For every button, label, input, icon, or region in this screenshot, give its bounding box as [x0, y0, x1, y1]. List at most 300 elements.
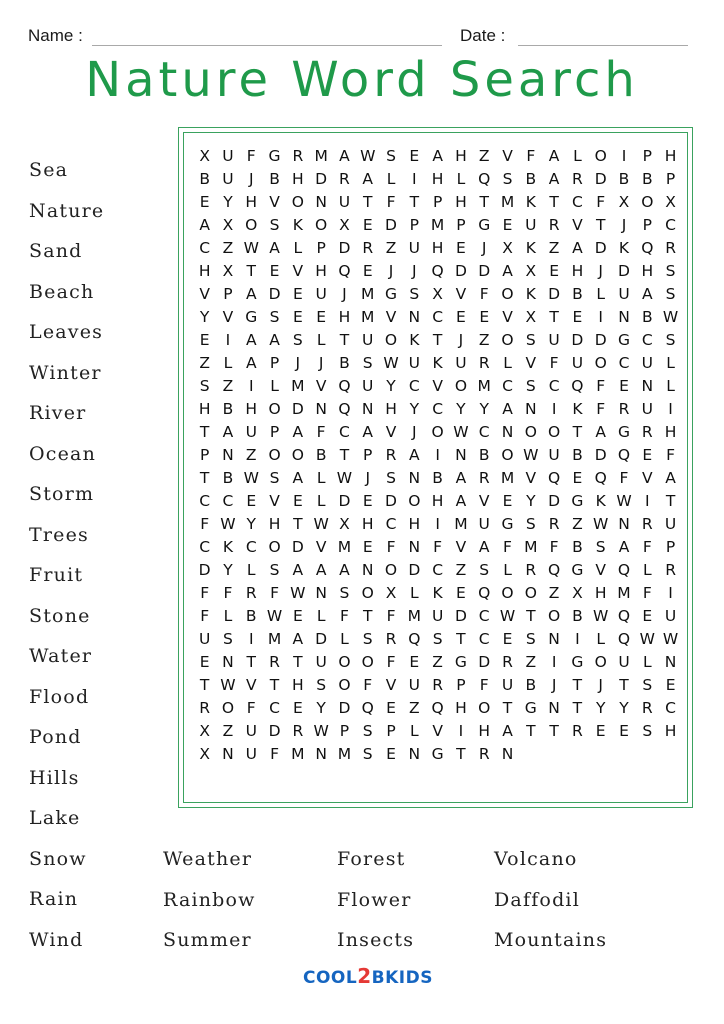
grid-letter[interactable]: A [269, 330, 280, 349]
grid-letter[interactable]: A [548, 146, 560, 165]
grid-letter[interactable]: T [456, 744, 466, 763]
grid-letter[interactable]: X [199, 744, 210, 763]
grid-letter[interactable]: H [664, 146, 677, 165]
grid-letter[interactable]: Y [456, 399, 466, 418]
grid-letter[interactable]: W [616, 491, 632, 510]
grid-letter[interactable]: O [594, 652, 607, 671]
grid-letter[interactable]: C [199, 537, 211, 556]
grid-letter[interactable]: V [502, 307, 513, 326]
grid-letter[interactable]: A [455, 491, 467, 510]
grid-letter[interactable]: Z [222, 721, 234, 740]
grid-letter[interactable]: W [266, 606, 283, 625]
grid-letter[interactable]: R [385, 629, 397, 648]
grid-letter[interactable]: V [572, 215, 583, 234]
grid-letter[interactable]: Q [338, 261, 351, 280]
grid-letter[interactable]: W [499, 606, 516, 625]
grid-letter[interactable]: T [619, 675, 629, 694]
grid-letter[interactable]: G [617, 330, 630, 349]
grid-letter[interactable]: E [386, 744, 396, 763]
grid-letter[interactable]: W [360, 146, 376, 165]
grid-letter[interactable]: I [225, 330, 231, 349]
grid-letter[interactable]: A [199, 215, 210, 234]
grid-letter[interactable]: R [525, 560, 537, 579]
grid-letter[interactable]: I [598, 307, 603, 326]
grid-letter[interactable]: W [220, 514, 236, 533]
grid-letter[interactable]: O [361, 652, 374, 671]
grid-letter[interactable]: B [572, 284, 583, 303]
grid-letter[interactable]: Q [431, 261, 444, 280]
grid-letter[interactable]: R [641, 422, 653, 441]
grid-letter[interactable]: E [269, 261, 280, 280]
grid-letter[interactable]: O [315, 215, 328, 234]
grid-letter[interactable]: A [292, 422, 304, 441]
grid-letter[interactable]: D [454, 261, 467, 280]
grid-letter[interactable]: F [479, 675, 489, 694]
grid-letter[interactable]: B [269, 169, 280, 188]
grid-letter[interactable]: I [458, 721, 464, 740]
grid-letter[interactable]: H [198, 399, 211, 418]
grid-letter[interactable]: R [502, 652, 513, 671]
grid-letter[interactable]: E [362, 491, 373, 510]
grid-letter[interactable]: N [501, 744, 514, 763]
grid-letter[interactable]: X [572, 583, 583, 602]
grid-letter[interactable]: V [478, 491, 490, 510]
grid-letter[interactable]: I [575, 629, 580, 648]
grid-letter[interactable]: E [665, 675, 676, 694]
grid-letter[interactable]: L [456, 169, 466, 188]
grid-letter[interactable]: O [478, 698, 491, 717]
grid-letter[interactable]: P [456, 675, 466, 694]
grid-letter[interactable]: X [199, 721, 210, 740]
grid-letter[interactable]: M [454, 514, 468, 533]
grid-letter[interactable]: V [525, 353, 537, 372]
grid-letter[interactable]: L [316, 330, 326, 349]
grid-letter[interactable]: V [245, 675, 257, 694]
grid-letter[interactable]: O [524, 583, 537, 602]
grid-letter[interactable]: P [316, 238, 326, 257]
grid-letter[interactable]: W [313, 721, 329, 740]
grid-letter[interactable]: A [269, 238, 280, 257]
grid-letter[interactable]: J [412, 261, 417, 280]
grid-letter[interactable]: A [409, 445, 420, 464]
grid-letter[interactable]: E [572, 307, 583, 326]
grid-letter[interactable]: T [246, 261, 256, 280]
grid-letter[interactable]: T [549, 307, 559, 326]
grid-letter[interactable]: P [269, 353, 280, 372]
grid-letter[interactable]: N [315, 583, 327, 602]
grid-letter[interactable]: F [386, 652, 396, 671]
grid-letter[interactable]: F [596, 376, 606, 395]
grid-letter[interactable]: U [501, 675, 514, 694]
grid-letter[interactable]: D [478, 261, 491, 280]
grid-letter[interactable]: I [248, 629, 254, 648]
grid-letter[interactable]: X [339, 215, 350, 234]
grid-letter[interactable]: Q [548, 468, 561, 487]
grid-letter[interactable]: S [269, 560, 280, 579]
grid-letter[interactable]: O [501, 445, 514, 464]
grid-letter[interactable]: F [549, 537, 559, 556]
grid-letter[interactable]: S [665, 330, 676, 349]
grid-letter[interactable]: P [363, 445, 373, 464]
grid-letter[interactable]: E [642, 606, 653, 625]
grid-letter[interactable]: C [548, 376, 560, 395]
grid-letter[interactable]: O [268, 399, 281, 418]
grid-letter[interactable]: D [618, 261, 630, 280]
grid-letter[interactable]: N [548, 698, 560, 717]
grid-letter[interactable]: N [315, 192, 327, 211]
grid-letter[interactable]: X [222, 261, 234, 280]
grid-letter[interactable]: P [269, 422, 280, 441]
grid-letter[interactable]: Z [548, 238, 560, 257]
grid-letter[interactable]: G [617, 422, 630, 441]
grid-letter[interactable]: T [526, 606, 536, 625]
grid-letter[interactable]: I [621, 146, 627, 165]
grid-letter[interactable]: R [245, 583, 257, 602]
grid-letter[interactable]: S [409, 284, 420, 303]
grid-letter[interactable]: E [362, 537, 373, 556]
grid-letter[interactable]: I [435, 445, 440, 464]
grid-letter[interactable]: O [431, 422, 444, 441]
grid-letter[interactable]: E [362, 215, 373, 234]
grid-letter[interactable]: O [594, 146, 607, 165]
grid-letter[interactable]: B [245, 606, 257, 625]
grid-letter[interactable]: V [385, 307, 397, 326]
grid-letter[interactable]: F [316, 422, 326, 441]
grid-letter[interactable]: S [269, 468, 280, 487]
grid-letter[interactable]: K [525, 284, 536, 303]
grid-letter[interactable]: R [548, 514, 560, 533]
grid-letter[interactable]: V [432, 376, 443, 395]
grid-letter[interactable]: D [408, 560, 421, 579]
grid-letter[interactable]: R [572, 721, 583, 740]
grid-letter[interactable]: F [619, 468, 629, 487]
grid-letter[interactable]: P [642, 146, 652, 165]
grid-letter[interactable]: R [339, 169, 350, 188]
grid-letter[interactable]: H [245, 399, 258, 418]
grid-letter[interactable]: N [315, 399, 327, 418]
grid-letter[interactable]: S [339, 583, 350, 602]
grid-letter[interactable]: U [408, 353, 420, 372]
grid-letter[interactable]: D [454, 606, 467, 625]
grid-letter[interactable]: T [339, 445, 350, 464]
grid-letter[interactable]: S [642, 675, 653, 694]
grid-letter[interactable]: E [292, 284, 303, 303]
grid-letter[interactable]: J [458, 330, 464, 349]
grid-letter[interactable]: B [222, 468, 234, 487]
grid-letter[interactable]: K [222, 537, 234, 556]
grid-letter[interactable]: E [619, 376, 629, 395]
grid-letter[interactable]: C [571, 192, 583, 211]
grid-letter[interactable]: O [338, 675, 351, 694]
grid-letter[interactable]: N [361, 399, 374, 418]
grid-letter[interactable]: S [525, 376, 536, 395]
grid-letter[interactable]: E [246, 491, 257, 510]
grid-letter[interactable]: X [222, 215, 234, 234]
grid-letter[interactable]: R [641, 698, 653, 717]
grid-letter[interactable]: D [571, 330, 584, 349]
grid-letter[interactable]: T [199, 422, 210, 441]
grid-letter[interactable]: N [408, 537, 421, 556]
grid-letter[interactable]: H [198, 261, 211, 280]
grid-letter[interactable]: L [503, 353, 512, 372]
grid-letter[interactable]: A [245, 330, 257, 349]
grid-letter[interactable]: D [338, 698, 351, 717]
grid-letter[interactable]: V [385, 675, 397, 694]
grid-letter[interactable]: T [572, 675, 583, 694]
grid-letter[interactable]: N [525, 399, 537, 418]
grid-letter[interactable]: S [292, 330, 303, 349]
grid-letter[interactable]: R [199, 698, 211, 717]
grid-letter[interactable]: G [524, 698, 537, 717]
grid-letter[interactable]: S [525, 514, 536, 533]
grid-letter[interactable]: Z [432, 652, 443, 671]
grid-letter[interactable]: E [199, 652, 210, 671]
grid-letter[interactable]: F [386, 537, 396, 556]
grid-letter[interactable]: C [432, 560, 444, 579]
grid-letter[interactable]: F [549, 353, 559, 372]
grid-letter[interactable]: A [339, 146, 350, 165]
grid-letter[interactable]: Q [478, 583, 491, 602]
grid-letter[interactable]: J [481, 238, 487, 257]
grid-letter[interactable]: E [502, 629, 513, 648]
grid-letter[interactable]: D [594, 238, 607, 257]
grid-letter[interactable]: B [572, 537, 583, 556]
grid-letter[interactable]: U [362, 376, 374, 395]
grid-letter[interactable]: O [291, 192, 304, 211]
grid-letter[interactable]: V [432, 721, 443, 740]
grid-letter[interactable]: B [339, 353, 350, 372]
grid-letter[interactable]: X [525, 261, 537, 280]
grid-letter[interactable]: D [548, 491, 561, 510]
grid-letter[interactable]: K [525, 238, 536, 257]
grid-letter[interactable]: R [618, 399, 630, 418]
grid-letter[interactable]: J [412, 422, 417, 441]
grid-letter[interactable]: O [501, 284, 514, 303]
grid-letter[interactable]: W [220, 675, 236, 694]
grid-letter[interactable]: S [199, 376, 210, 395]
grid-letter[interactable]: X [618, 192, 630, 211]
grid-letter[interactable]: F [596, 192, 606, 211]
grid-letter[interactable]: R [385, 445, 397, 464]
grid-letter[interactable]: O [641, 192, 654, 211]
grid-letter[interactable]: F [433, 537, 443, 556]
grid-letter[interactable]: U [362, 330, 374, 349]
grid-letter[interactable]: O [361, 583, 374, 602]
grid-letter[interactable]: A [292, 468, 304, 487]
grid-letter[interactable]: C [478, 606, 490, 625]
grid-letter[interactable]: A [618, 537, 630, 556]
grid-letter[interactable]: W [639, 629, 655, 648]
grid-letter[interactable]: Y [199, 307, 210, 326]
grid-letter[interactable]: M [617, 583, 631, 602]
grid-letter[interactable]: T [409, 192, 420, 211]
grid-letter[interactable]: X [199, 146, 210, 165]
grid-letter[interactable]: J [551, 675, 557, 694]
grid-letter[interactable]: L [503, 560, 512, 579]
grid-letter[interactable]: N [618, 307, 630, 326]
grid-letter[interactable]: F [270, 744, 279, 763]
grid-letter[interactable]: O [338, 652, 351, 671]
grid-letter[interactable]: F [246, 146, 256, 165]
grid-letter[interactable]: N [664, 652, 677, 671]
grid-letter[interactable]: D [338, 238, 351, 257]
grid-letter[interactable]: H [664, 721, 677, 740]
grid-letter[interactable]: O [454, 376, 468, 395]
grid-letter[interactable]: Y [386, 376, 396, 395]
grid-letter[interactable]: B [641, 307, 653, 326]
grid-letter[interactable]: L [666, 353, 675, 372]
grid-letter[interactable]: T [456, 629, 466, 648]
grid-letter[interactable]: C [245, 537, 257, 556]
grid-letter[interactable]: V [385, 422, 397, 441]
grid-letter[interactable]: A [245, 284, 257, 303]
grid-letter[interactable]: N [222, 445, 234, 464]
grid-letter[interactable]: O [245, 215, 258, 234]
grid-letter[interactable]: R [548, 215, 560, 234]
grid-letter[interactable]: Q [548, 560, 561, 579]
grid-letter[interactable]: U [664, 514, 677, 533]
grid-letter[interactable]: U [548, 330, 560, 349]
grid-letter[interactable]: U [641, 399, 653, 418]
grid-letter[interactable]: Q [361, 698, 374, 717]
grid-letter[interactable]: K [292, 215, 303, 234]
grid-letter[interactable]: U [641, 353, 653, 372]
grid-letter[interactable]: B [572, 606, 583, 625]
grid-letter[interactable]: E [292, 698, 303, 717]
grid-letter[interactable]: J [388, 261, 394, 280]
grid-letter[interactable]: A [455, 468, 467, 487]
grid-letter[interactable]: G [454, 652, 467, 671]
grid-letter[interactable]: H [478, 721, 491, 740]
grid-letter[interactable]: R [432, 675, 443, 694]
grid-letter[interactable]: R [478, 353, 490, 372]
grid-letter[interactable]: O [268, 445, 281, 464]
grid-letter[interactable]: U [338, 192, 351, 211]
grid-letter[interactable]: P [456, 215, 466, 234]
grid-letter[interactable]: N [315, 744, 327, 763]
name-line[interactable] [92, 45, 442, 46]
grid-letter[interactable]: S [502, 169, 513, 188]
grid-letter[interactable]: J [248, 169, 254, 188]
grid-letter[interactable]: S [386, 468, 396, 487]
grid-letter[interactable]: P [223, 284, 233, 303]
grid-letter[interactable]: S [223, 629, 233, 648]
grid-letter[interactable]: F [479, 284, 489, 303]
grid-letter[interactable]: P [409, 215, 419, 234]
grid-letter[interactable]: E [456, 238, 466, 257]
grid-letter[interactable]: K [618, 238, 630, 257]
grid-letter[interactable]: E [409, 146, 420, 165]
grid-letter[interactable]: D [594, 330, 607, 349]
grid-letter[interactable]: D [548, 284, 561, 303]
grid-letter[interactable]: H [431, 491, 444, 510]
grid-letter[interactable]: Q [408, 629, 421, 648]
grid-letter[interactable]: H [408, 514, 421, 533]
grid-letter[interactable]: B [641, 169, 653, 188]
grid-letter[interactable]: W [453, 422, 469, 441]
grid-letter[interactable]: V [595, 560, 606, 579]
grid-letter[interactable]: U [618, 284, 630, 303]
grid-letter[interactable]: O [384, 330, 398, 349]
grid-letter[interactable]: M [477, 376, 491, 395]
grid-letter[interactable]: C [665, 215, 676, 234]
grid-letter[interactable]: L [270, 376, 279, 395]
grid-letter[interactable]: T [549, 721, 559, 740]
grid-letter[interactable]: S [316, 675, 327, 694]
grid-letter[interactable]: C [478, 422, 490, 441]
grid-letter[interactable]: X [665, 192, 676, 211]
grid-letter[interactable]: E [549, 261, 559, 280]
grid-letter[interactable]: D [198, 560, 211, 579]
grid-letter[interactable]: O [384, 560, 398, 579]
grid-letter[interactable]: E [456, 307, 466, 326]
grid-letter[interactable]: O [594, 353, 607, 372]
grid-letter[interactable]: U [618, 652, 630, 671]
grid-letter[interactable]: L [410, 583, 419, 602]
grid-letter[interactable]: U [315, 284, 327, 303]
grid-letter[interactable]: F [642, 583, 652, 602]
grid-letter[interactable]: S [525, 629, 536, 648]
grid-letter[interactable]: N [548, 629, 560, 648]
grid-letter[interactable]: P [665, 537, 676, 556]
grid-letter[interactable]: E [199, 192, 210, 211]
grid-letter[interactable]: D [594, 445, 607, 464]
grid-letter[interactable]: V [315, 537, 327, 556]
grid-letter[interactable]: N [408, 307, 421, 326]
grid-letter[interactable]: U [431, 606, 444, 625]
grid-letter[interactable]: V [315, 376, 327, 395]
grid-letter[interactable]: M [337, 537, 352, 556]
date-line[interactable] [518, 45, 688, 46]
grid-letter[interactable]: U [664, 606, 677, 625]
grid-letter[interactable]: Z [385, 238, 397, 257]
grid-letter[interactable]: V [269, 491, 280, 510]
grid-letter[interactable]: T [479, 192, 489, 211]
grid-letter[interactable]: R [665, 238, 676, 257]
grid-letter[interactable]: F [246, 698, 256, 717]
grid-letter[interactable]: T [362, 192, 373, 211]
grid-letter[interactable]: N [455, 445, 467, 464]
grid-letter[interactable]: B [478, 445, 490, 464]
grid-letter[interactable]: G [268, 146, 281, 165]
grid-letter[interactable]: T [572, 698, 583, 717]
grid-letter[interactable]: Z [222, 376, 234, 395]
grid-letter[interactable]: S [595, 537, 606, 556]
grid-letter[interactable]: X [385, 583, 397, 602]
grid-letter[interactable]: T [339, 330, 350, 349]
grid-letter[interactable]: A [245, 353, 257, 372]
grid-letter[interactable]: R [478, 468, 490, 487]
grid-letter[interactable]: S [479, 560, 490, 579]
grid-letter[interactable]: O [548, 606, 561, 625]
grid-letter[interactable]: T [293, 514, 303, 533]
grid-letter[interactable]: G [431, 744, 444, 763]
grid-letter[interactable]: Z [572, 514, 583, 533]
grid-letter[interactable]: I [551, 652, 557, 671]
grid-letter[interactable]: S [432, 629, 443, 648]
grid-letter[interactable]: C [408, 376, 420, 395]
grid-letter[interactable]: R [478, 744, 490, 763]
grid-letter[interactable]: G [245, 307, 258, 326]
grid-letter[interactable]: T [432, 330, 443, 349]
grid-letter[interactable]: S [362, 629, 373, 648]
grid-letter[interactable]: E [199, 330, 210, 349]
grid-letter[interactable]: M [314, 146, 328, 165]
grid-letter[interactable]: Q [431, 698, 444, 717]
grid-letter[interactable]: D [315, 169, 328, 188]
grid-letter[interactable]: D [291, 399, 304, 418]
grid-letter[interactable]: T [572, 422, 583, 441]
